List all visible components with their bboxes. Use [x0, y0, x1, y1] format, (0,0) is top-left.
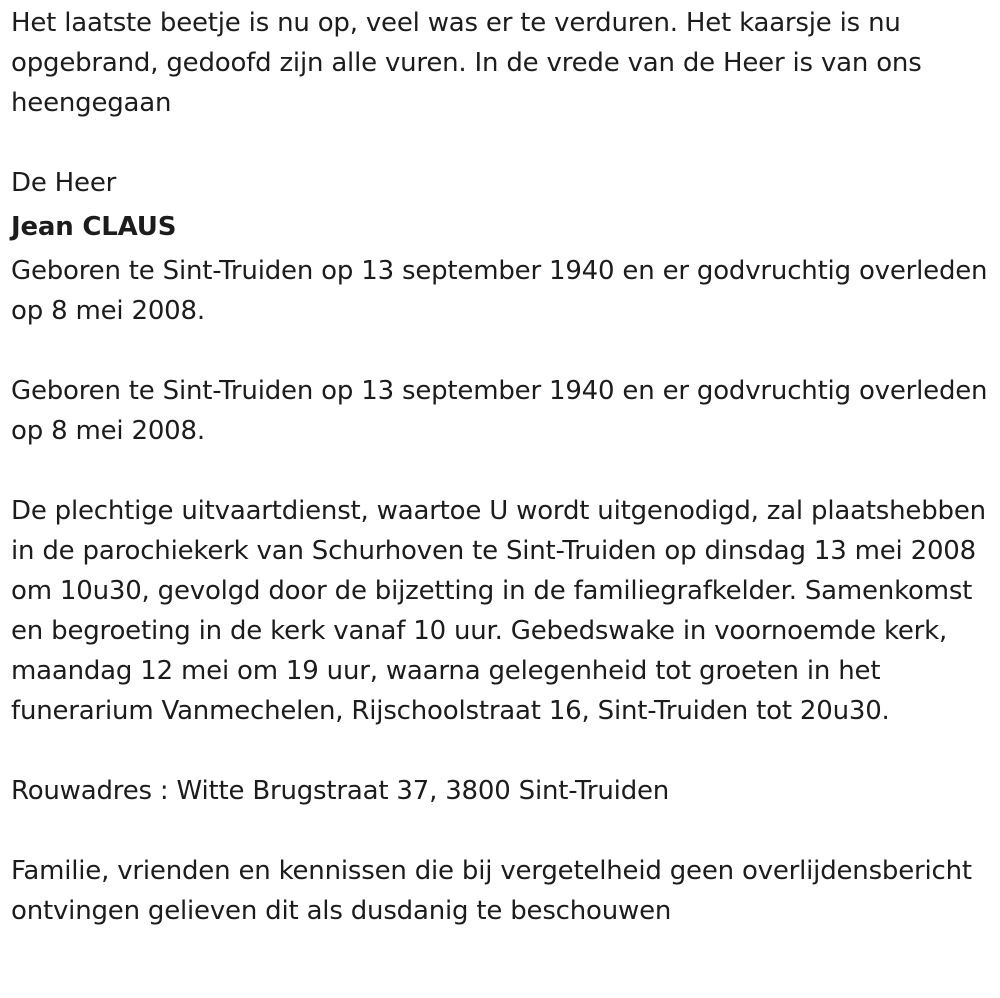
spacer: [11, 811, 991, 851]
mourning-address: Rouwadres : Witte Brugstraat 37, 3800 Sint-Truiden: [11, 776, 670, 806]
funeral-details: De plechtige uitvaartdienst, waartoe U wordt uitgenodigd, zal plaatshebben in de parochiekerk van Schurhoven te Sint-Truiden op dinsdag 13 mei 2008 om 10u30, gevolgd door de bijzetting in de familiegrafkelder. Samenkomst en begroeting in de kerk vanaf 10 uur. Gebedswake in voornoemde kerk, maandag 12 mei om 19 uur, waarna gelegenheid tot groeten in het funerarium Vanmechelen, Rijschoolstraat 16, Sint-Truiden tot 20u30.: [11, 496, 986, 726]
spacer: [11, 123, 991, 163]
spacer: [11, 331, 991, 371]
birth-death-text: Geboren te Sint-Truiden op 13 september 1940 en er godvruchtig overleden op 8 mei 2008.: [11, 256, 988, 326]
title-prefix: De Heer: [11, 168, 117, 198]
birth-death-text-repeat: Geboren te Sint-Truiden op 13 september 1940 en er godvruchtig overleden op 8 mei 2008.: [11, 376, 988, 446]
closing-note: Familie, vrienden en kennissen die bij vergetelheid geen overlijdensbericht ontvingen gelieven dit als dusdanig te beschouwen: [11, 856, 972, 926]
obituary-notice: [11, 3, 991, 931]
spacer: [11, 731, 991, 771]
spacer: [11, 451, 991, 491]
deceased-name: Jean CLAUS: [11, 212, 177, 242]
intro-text: Het laatste beetje is nu op, veel was er te verduren. Het kaarsje is nu opgebrand, gedoofd zijn alle vuren. In de vrede van de Heer is van ons heengegaan: [11, 8, 922, 118]
